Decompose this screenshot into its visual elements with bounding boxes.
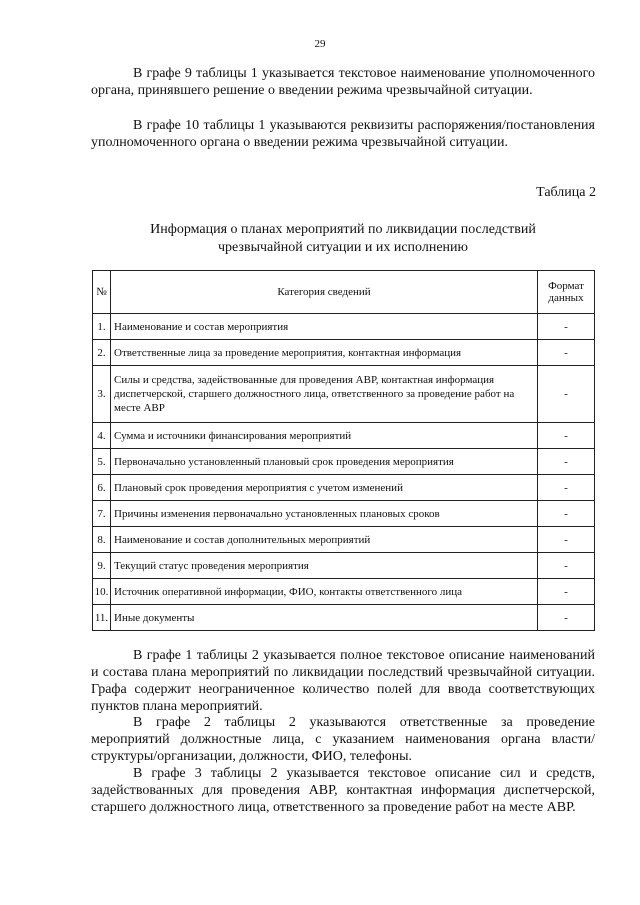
table-row — [93, 475, 595, 501]
table-row — [93, 553, 595, 579]
row-category: Ответственные лица за проведение мероприятия, контактная информация — [111, 340, 538, 366]
header-format-line-1: Формат — [548, 280, 584, 292]
row-num: 1. — [93, 314, 111, 340]
table-row — [93, 423, 595, 449]
paragraph-column-10: В графе 10 таблицы 1 указываются реквизиты распоряжения/постановления уполномоченного органа о введении режима чрезвычайной ситуации. — [91, 118, 595, 150]
paragraph-table2-column-3: В графе 3 таблицы 2 указывается текстовое описание сил и средств, задействованных для проведения АВР, контактная информация диспетчерской, старшего должностного лица, ответственного за проведение работ на месте АВР. — [91, 766, 595, 815]
row-format: - — [538, 449, 595, 475]
row-category: Сумма и источники финансирования мероприятий — [111, 423, 538, 449]
header-format-line-2: данных — [548, 292, 584, 304]
table-title-line-1: Информация о планах мероприятий по ликвидации последствий — [150, 222, 536, 237]
table-row — [93, 340, 595, 366]
header-category: Категория сведений — [111, 271, 538, 314]
table-header-row — [93, 271, 595, 314]
table-row — [93, 314, 595, 340]
row-format: - — [538, 340, 595, 366]
header-format — [538, 271, 595, 314]
row-num: 4. — [93, 423, 111, 449]
table-label: Таблица 2 — [536, 185, 596, 200]
table-row — [93, 449, 595, 475]
paragraph-column-9: В графе 9 таблицы 1 указывается текстовое наименование уполномоченного органа, принявшего решение о введении режима чрезвычайной ситуации. — [91, 66, 595, 98]
row-category: Иные документы — [111, 605, 538, 631]
row-format: - — [538, 501, 595, 527]
row-category: Плановый срок проведения мероприятия с учетом изменений — [111, 475, 538, 501]
row-num: 7. — [93, 501, 111, 527]
row-format: - — [538, 605, 595, 631]
row-category: Источник оперативной информации, ФИО, контакты ответственного лица — [111, 579, 538, 605]
row-format: - — [538, 366, 595, 423]
row-format: - — [538, 314, 595, 340]
row-num: 11. — [93, 605, 111, 631]
row-category: Наименование и состав дополнительных мероприятий — [111, 527, 538, 553]
row-category: Текущий статус проведения мероприятия — [111, 553, 538, 579]
table-row — [93, 605, 595, 631]
row-format: - — [538, 553, 595, 579]
row-category: Причины изменения первоначально установленных плановых сроков — [111, 501, 538, 527]
row-num: 3. — [93, 366, 111, 423]
row-num: 5. — [93, 449, 111, 475]
row-num: 10. — [93, 579, 111, 605]
row-num: 9. — [93, 553, 111, 579]
table-title — [91, 221, 595, 257]
row-format: - — [538, 475, 595, 501]
row-category: Силы и средства, задействованные для проведения АВР, контактная информация диспетчерской, старшего должностного лица, ответственного за проведение работ на месте АВР — [111, 366, 538, 423]
row-num: 6. — [93, 475, 111, 501]
table-row — [93, 501, 595, 527]
paragraph-table2-column-1: В графе 1 таблицы 2 указывается полное текстовое описание наименований и состава плана мероприятий по ликвидации последствий чрезвычайной ситуации. Графа содержит неограниченное количество полей для ввода соответствующих пунктов плана мероприятий. — [91, 648, 595, 714]
info-table — [92, 270, 595, 631]
row-format: - — [538, 527, 595, 553]
table-title-line-2: чрезвычайной ситуации и их исполнению — [218, 240, 468, 255]
table-row — [93, 527, 595, 553]
table-row — [93, 579, 595, 605]
page-number: 29 — [314, 38, 326, 50]
row-category: Первоначально установленный плановый срок проведения мероприятия — [111, 449, 538, 475]
table-row — [93, 366, 595, 423]
row-num: 2. — [93, 340, 111, 366]
row-format: - — [538, 423, 595, 449]
row-format: - — [538, 579, 595, 605]
row-category: Наименование и состав мероприятия — [111, 314, 538, 340]
paragraph-table2-column-2: В графе 2 таблицы 2 указываются ответственные за проведение мероприятий должностные лица, с указанием наименования органа власти/структуры/организации, должности, ФИО, телефоны. — [91, 715, 595, 764]
row-num: 8. — [93, 527, 111, 553]
header-num: № — [93, 271, 111, 314]
